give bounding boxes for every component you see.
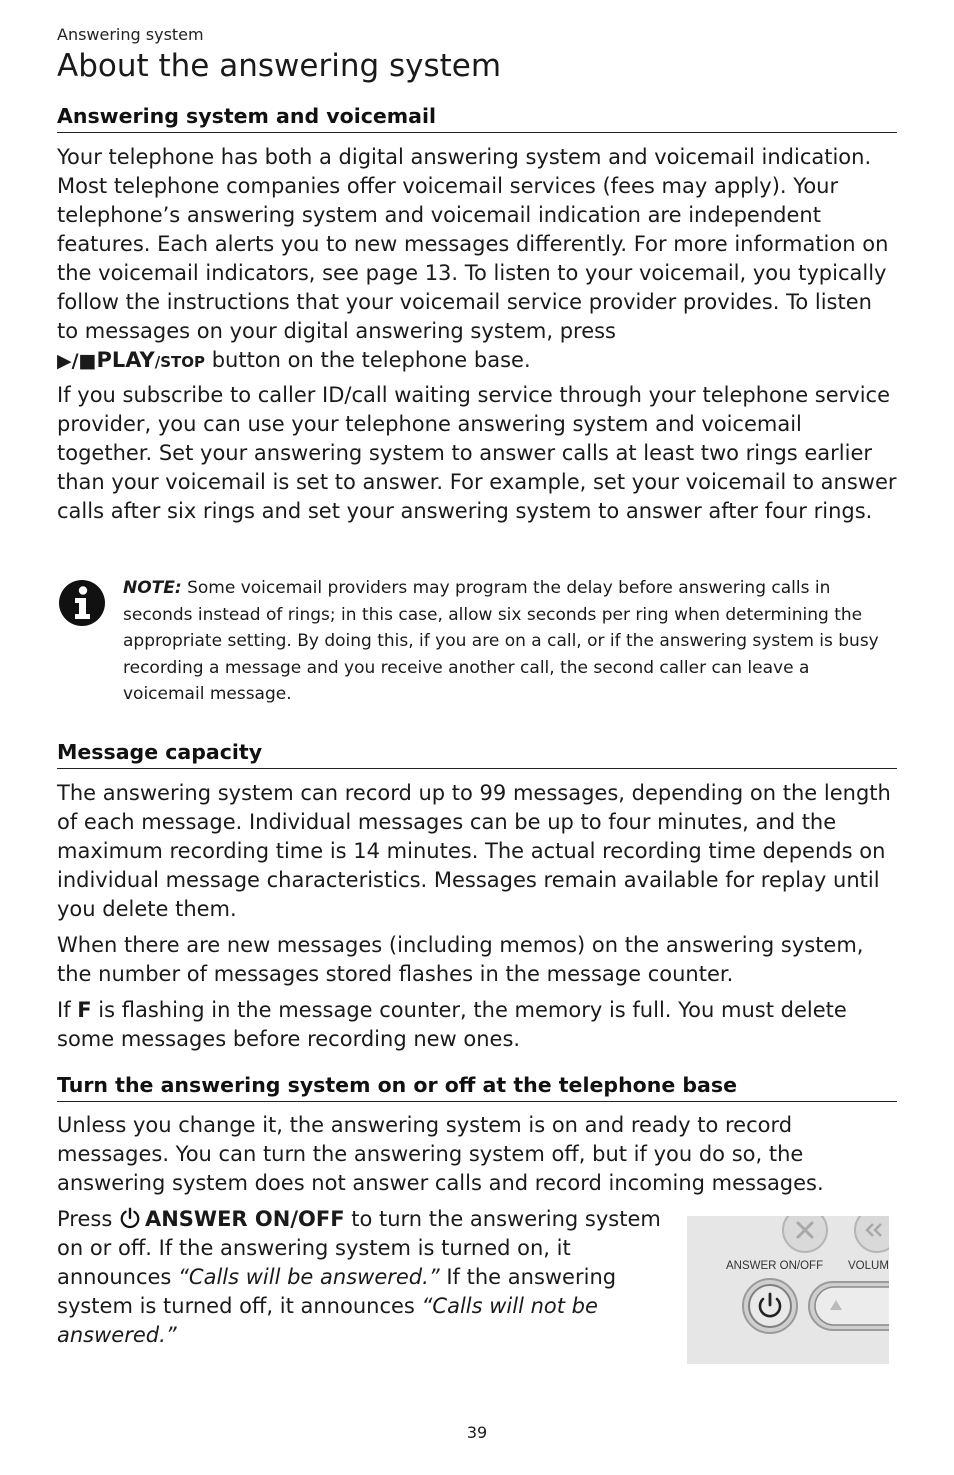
note-text	[123, 575, 893, 708]
power-icon	[119, 1207, 141, 1229]
play-label: PLAY	[96, 348, 155, 372]
page-number: 39	[466, 1423, 488, 1442]
stop-label: /STOP	[154, 353, 206, 371]
voicemail-paragraph-1-tail: button on the telephone base.	[205, 348, 531, 372]
section-heading-onoff: Turn the answering system on or off at the telephone base	[57, 1073, 897, 1102]
running-head: Answering system	[57, 25, 204, 44]
photo-label-answer: ANSWER ON/OFF	[726, 1260, 824, 1272]
section-heading-capacity: Message capacity	[57, 740, 897, 769]
capacity-paragraph-2: When there are new messages (including memos) on the answering system, the number of messages stored flashes in the message counter.	[57, 933, 864, 986]
voicemail-paragraph-2: If you subscribe to caller ID/call waiting service through your telephone service provider, you can use your telephone answering system and voicemail together. Set your answering system to answer calls at least two rings earlier than your voicemail is set to answer. For example, set your voicemail to answer calls after six rings and set your answering system to answer after four rings.	[57, 383, 897, 523]
onoff-paragraph-1: Unless you change it, the answering system is on and ready to record messages. You can turn the answering system off, but if you do so, the answering system does not answer calls and record incoming messages.	[57, 1113, 824, 1195]
voicemail-paragraph-1-text: Your telephone has both a digital answering system and voicemail indication. Most telephone companies offer voicemail services (fees may apply). Your telephone’s answering system and voicemail indication are independent features. Each alerts you to new messages differently. For more information on the voicemail indicators, see page 13. To listen to your voicemail, you typically follow the instructions that your voicemail service provider provides. To listen to messages on your digital answering system, press	[57, 145, 889, 343]
onoff-paragraph-2	[57, 1205, 667, 1350]
note-body: Some voicemail providers may program the delay before answering calls in seconds instead of rings; in this case, allow six seconds per ring when determining the appropriate setting. By doing this, if you are on a call, or if the answering system is busy recording a message and you receive another call, the second caller can leave a voicemail message.	[123, 578, 879, 704]
info-icon	[57, 578, 107, 628]
capacity-paragraph-3-pre: If	[57, 998, 78, 1022]
answer-on-off-label: ANSWER ON/OFF	[144, 1207, 345, 1231]
capacity-paragraph-3-post: is flashing in the message counter, the memory is full. You must delete some messages before recording new ones.	[57, 998, 847, 1051]
quote-off: “Calls will not be answered.”	[57, 1294, 598, 1347]
base-buttons-illustration	[687, 1216, 889, 1364]
base-buttons-photo	[687, 1216, 889, 1364]
capacity-paragraph-1: The answering system can record up to 99 messages, depending on the length of each message. Individual messages can be up to four minutes, and the maximum recording time is 14 minutes. The actual recording time depends on individual message characteristics. Messages remain available for replay until you delete them.	[57, 781, 891, 921]
section-heading-voicemail: Answering system and voicemail	[57, 104, 897, 133]
photo-label-volume: VOLUM	[848, 1260, 889, 1272]
play-stop-icon: ▶/■	[57, 350, 97, 372]
memory-full-indicator: F	[77, 998, 92, 1022]
capacity-paragraph-3	[57, 996, 897, 1054]
press-mid-2: If the answering system is turned off, it announces	[57, 1265, 617, 1318]
quote-on: “Calls will be answered.”	[178, 1265, 440, 1289]
voicemail-paragraph-1	[57, 143, 897, 377]
note-label: NOTE:	[123, 578, 182, 598]
press-mid: to turn the answering system on or off. If the answering system is turned on, it announces	[57, 1207, 661, 1289]
page-title: About the answering system	[57, 48, 502, 84]
press-word: Press	[57, 1207, 119, 1231]
